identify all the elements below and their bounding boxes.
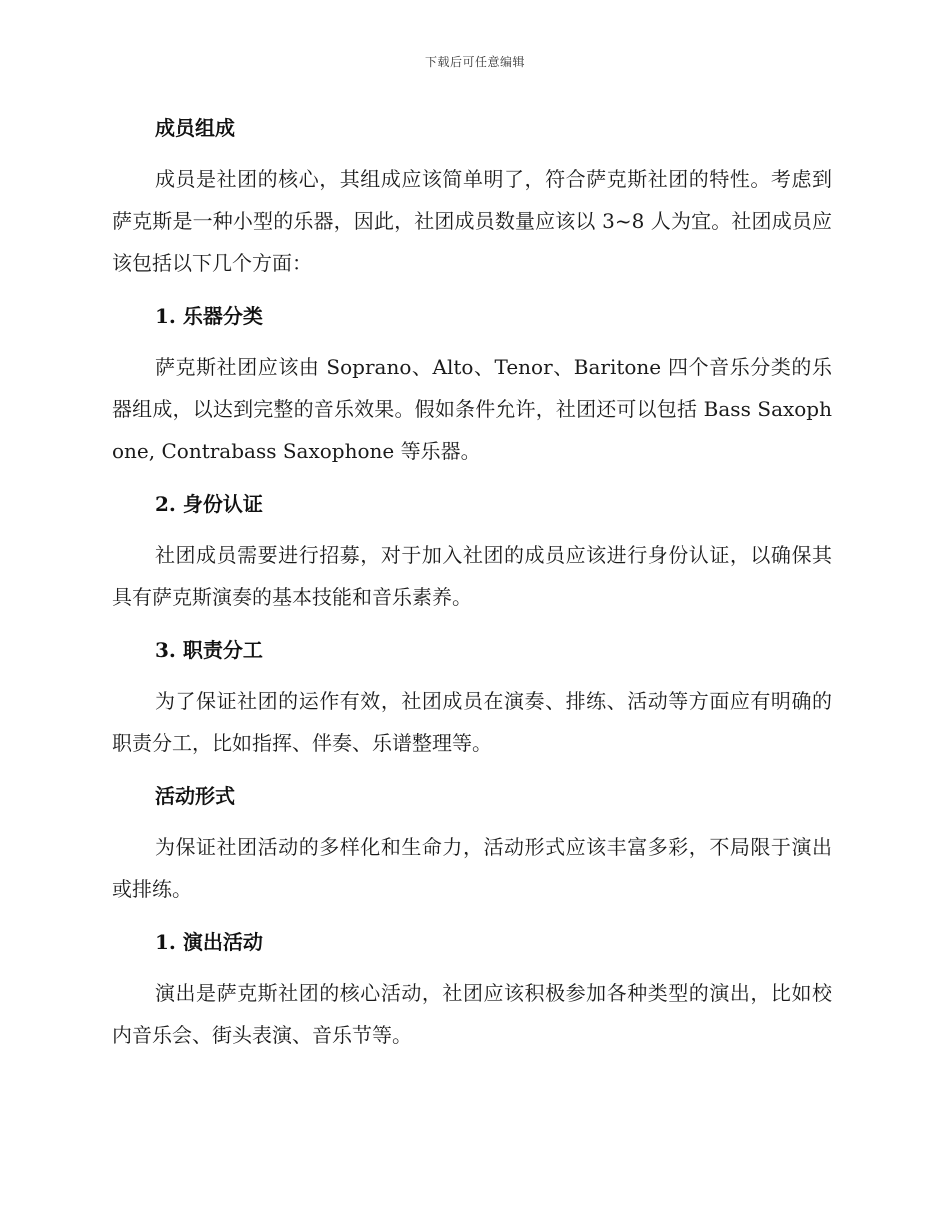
page-header-note: 下载后可任意编辑 bbox=[424, 55, 525, 69]
section-heading-members: 成员组成 bbox=[155, 116, 235, 140]
subheading-division-of-duties: 3. 职责分工 bbox=[155, 638, 263, 662]
paragraph-members: 成员是社团的核心，其组成应该简单明了，符合萨克斯社团的特性。考虑到萨克斯是一种小型的乐器，因此，社团成员数量应该以 3~8 人为宜。社团成员应该包括以下几个方面： bbox=[112, 167, 832, 275]
paragraph-division-of-duties: 为了保证社团的运作有效，社团成员在演奏、排练、活动等方面应有明确的职责分工，比如指挥、伴奏、乐谱整理等。 bbox=[112, 689, 832, 755]
paragraph-identity-verification: 社团成员需要进行招募，对于加入社团的成员应该进行身份认证，以确保其具有萨克斯演奏的基本技能和音乐素养。 bbox=[112, 543, 832, 609]
document-body bbox=[112, 108, 832, 1056]
section-heading-activity-forms: 活动形式 bbox=[155, 784, 235, 808]
paragraph-activity-forms: 为保证社团活动的多样化和生命力，活动形式应该丰富多彩，不局限于演出或排练。 bbox=[112, 835, 832, 901]
paragraph-performance-activities: 演出是萨克斯社团的核心活动，社团应该积极参加各种类型的演出，比如校内音乐会、街头表演、音乐节等。 bbox=[112, 981, 832, 1047]
subheading-identity-verification: 2. 身份认证 bbox=[155, 492, 263, 516]
subheading-instrument-classification: 1. 乐器分类 bbox=[155, 304, 263, 328]
subheading-performance-activities: 1. 演出活动 bbox=[155, 930, 263, 954]
paragraph-instrument-classification: 萨克斯社团应该由 Soprano、Alto、Tenor、Baritone 四个音乐分类的乐器组成，以达到完整的音乐效果。假如条件允许，社团还可以包括 Bass Saxophone, Contrabass Saxophone 等乐器。 bbox=[112, 355, 832, 463]
